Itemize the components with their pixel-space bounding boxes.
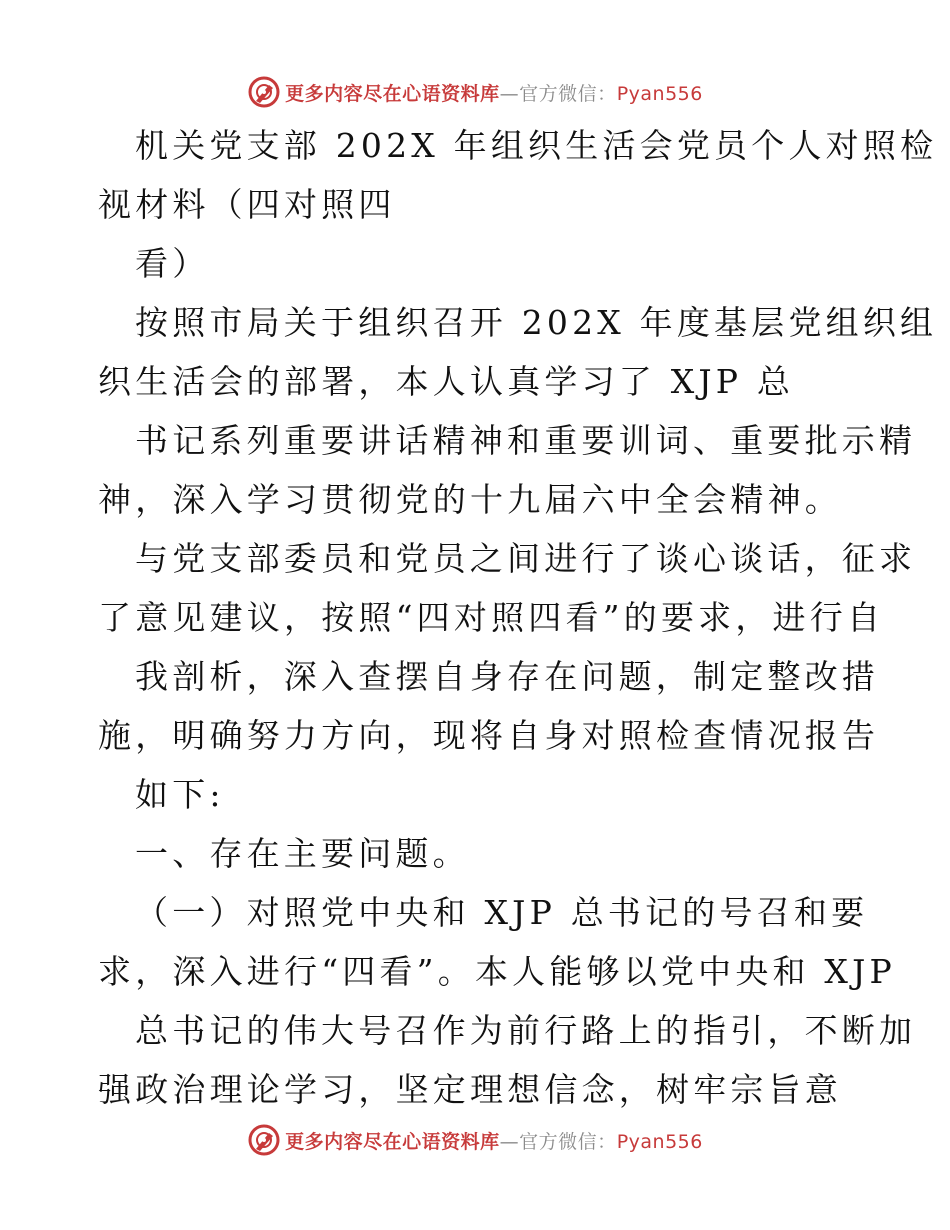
pen-nib-logo-icon (247, 75, 281, 109)
watermark-label: 官方微信： (519, 82, 617, 105)
watermark-banner-top (0, 72, 950, 112)
doc-paragraph-line: 施，明确努力方向，现将自身对照检查情况报告 (98, 716, 880, 755)
doc-paragraph-line: 了意见建议，按照“四对照四看”的要求，进行自 (98, 598, 885, 637)
doc-paragraph-line: 强政治理论学习，坚定理想信念，树牢宗旨意 (98, 1070, 842, 1109)
watermark-separator: — (499, 82, 520, 105)
doc-paragraph-line: 我剖析，深入查摆自身存在问题，制定整改措 (135, 657, 879, 696)
doc-section-heading: 一、存在主要问题。 (135, 834, 470, 873)
doc-paragraph-line: 按照市局关于组织召开 202X 年度基层党组织组 (135, 303, 938, 342)
watermark-text (285, 1127, 703, 1154)
watermark-label: 官方微信： (519, 1130, 617, 1153)
watermark-account: Pyan556 (616, 82, 703, 105)
watermark-account: Pyan556 (616, 1130, 703, 1153)
doc-paragraph-line: 神，深入学习贯彻党的十九届六中全会精神。 (98, 480, 842, 519)
doc-paragraph-line: 书记系列重要讲话精神和重要训词、重要批示精 (135, 421, 917, 460)
doc-paragraph-line: 与党支部委员和党员之间进行了谈心谈话，征求 (135, 539, 917, 578)
doc-paragraph-line: 求，深入进行“四看”。本人能够以党中央和 XJP (98, 952, 896, 991)
pen-nib-logo-icon (247, 1123, 281, 1157)
doc-subsection-heading: （一）对照党中央和 XJP 总书记的号召和要 (135, 893, 869, 932)
watermark-text (285, 79, 703, 106)
doc-paragraph-line: 如下: (135, 775, 225, 814)
watermark-banner-bottom (0, 1120, 950, 1160)
doc-title-line-2: 视材料（四对照四 (98, 185, 396, 224)
doc-title-line-1: 机关党支部 202X 年组织生活会党员个人对照检 (135, 126, 938, 165)
watermark-main-text: 更多内容尽在心语资料库 (285, 82, 500, 105)
doc-title-line-3: 看） (135, 244, 210, 283)
doc-paragraph-line: 织生活会的部署，本人认真学习了 XJP 总 (98, 362, 795, 401)
doc-paragraph-line: 总书记的伟大号召作为前行路上的指引，不断加 (135, 1011, 917, 1050)
watermark-separator: — (499, 1130, 520, 1153)
watermark-main-text: 更多内容尽在心语资料库 (285, 1130, 500, 1153)
